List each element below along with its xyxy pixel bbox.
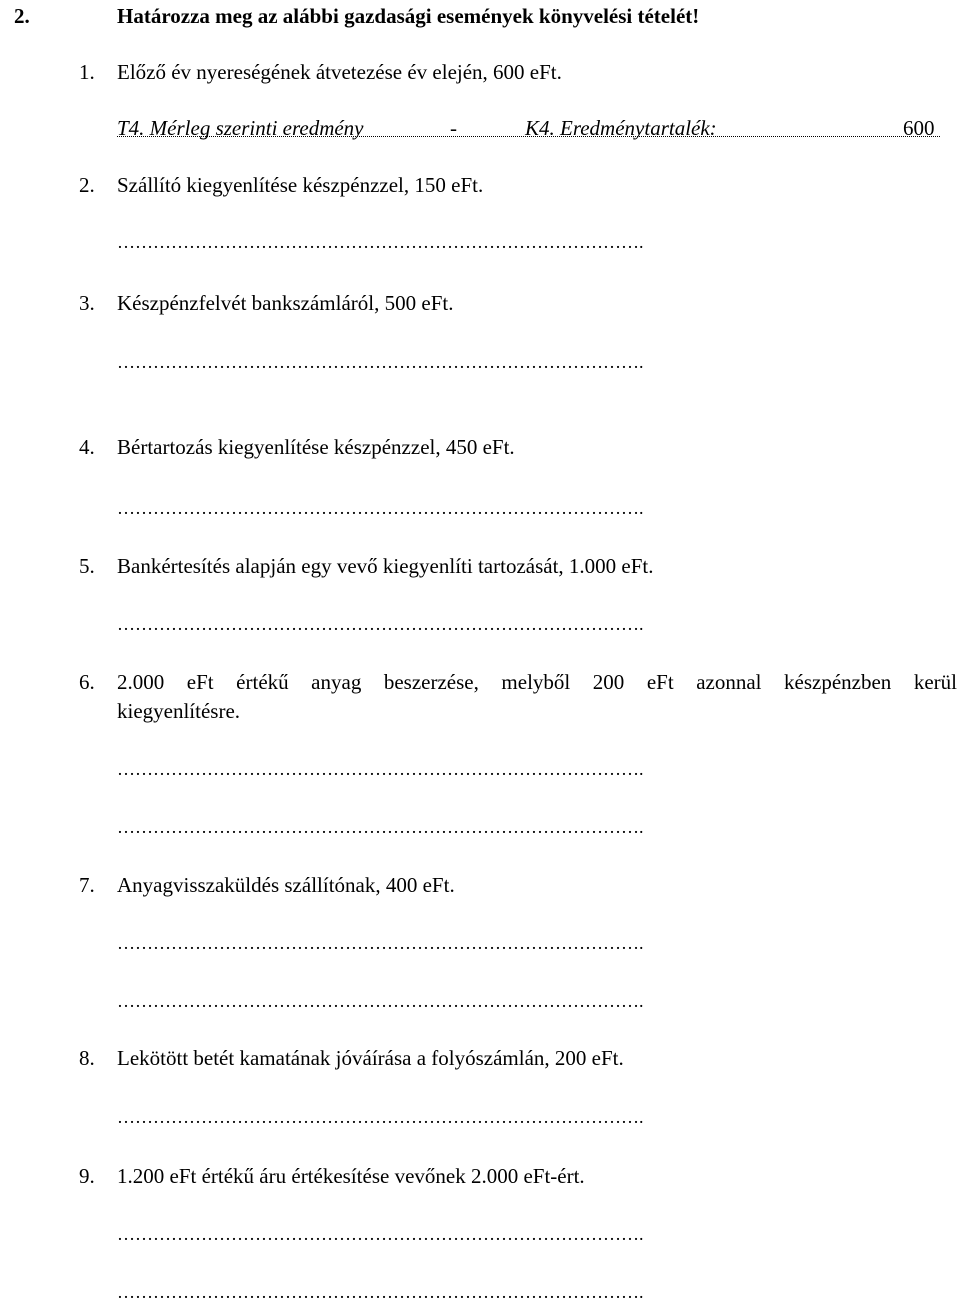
item-number: 7. [79, 873, 95, 897]
answer-line[interactable]: ……………………………………………………………………………. [117, 1224, 644, 1244]
item-text: 2.000 eFt értékű anyag beszerzése, melyből 200 eFt azonnal készpénzben kerül [117, 670, 957, 694]
answer-line[interactable]: ……………………………………………………………………………. [117, 991, 644, 1011]
item-number: 9. [79, 1164, 95, 1188]
item-number: 3. [79, 291, 95, 315]
answer-line[interactable]: ……………………………………………………………………………. [117, 352, 644, 372]
item-text: Bértartozás kiegyenlítése készpénzzel, 450 eFt. [117, 435, 515, 459]
item-number: 1. [79, 60, 95, 84]
item-text: Anyagvisszaküldés szállítónak, 400 eFt. [117, 873, 455, 897]
item-text: Szállító kiegyenlítése készpénzzel, 150 eFt. [117, 173, 484, 197]
example-debit: T4. Mérleg szerinti eredmény [117, 116, 364, 140]
example-underline [117, 135, 940, 137]
item-text: Előző év nyereségének átvetezése év elején, 600 eFt. [117, 60, 562, 84]
answer-line[interactable]: ……………………………………………………………………………. [117, 817, 644, 837]
item-text: Készpénzfelvét bankszámláról, 500 eFt. [117, 291, 454, 315]
item-text: Bankértesítés alapján egy vevő kiegyenlíti tartozását, 1.000 eFt. [117, 554, 654, 578]
answer-line[interactable]: ……………………………………………………………………………. [117, 614, 644, 634]
section-number: 2. [14, 4, 30, 28]
answer-line[interactable]: ……………………………………………………………………………. [117, 933, 644, 953]
answer-line[interactable]: ……………………………………………………………………………. [117, 498, 644, 518]
item-number: 2. [79, 173, 95, 197]
answer-line[interactable]: ……………………………………………………………………………. [117, 1107, 644, 1127]
item-text-continued: kiegyenlítésre. [117, 699, 241, 723]
example-credit: K4. Eredménytartalék: [525, 116, 717, 140]
item-number: 8. [79, 1046, 95, 1070]
item-number: 4. [79, 435, 95, 459]
answer-line[interactable]: ……………………………………………………………………………. [117, 232, 644, 252]
item-number: 6. [79, 670, 95, 694]
example-amount: 600 [903, 116, 935, 140]
answer-line[interactable]: ……………………………………………………………………………. [117, 1282, 644, 1302]
answer-line[interactable]: ……………………………………………………………………………. [117, 759, 644, 779]
example-dash: - [450, 116, 457, 140]
item-number: 5. [79, 554, 95, 578]
item-text: Lekötött betét kamatának jóváírása a folyószámlán, 200 eFt. [117, 1046, 624, 1070]
item-text: 1.200 eFt értékű áru értékesítése vevőnek 2.000 eFt-ért. [117, 1164, 585, 1188]
section-title: Határozza meg az alábbi gazdasági események könyvelési tételét! [117, 4, 700, 28]
